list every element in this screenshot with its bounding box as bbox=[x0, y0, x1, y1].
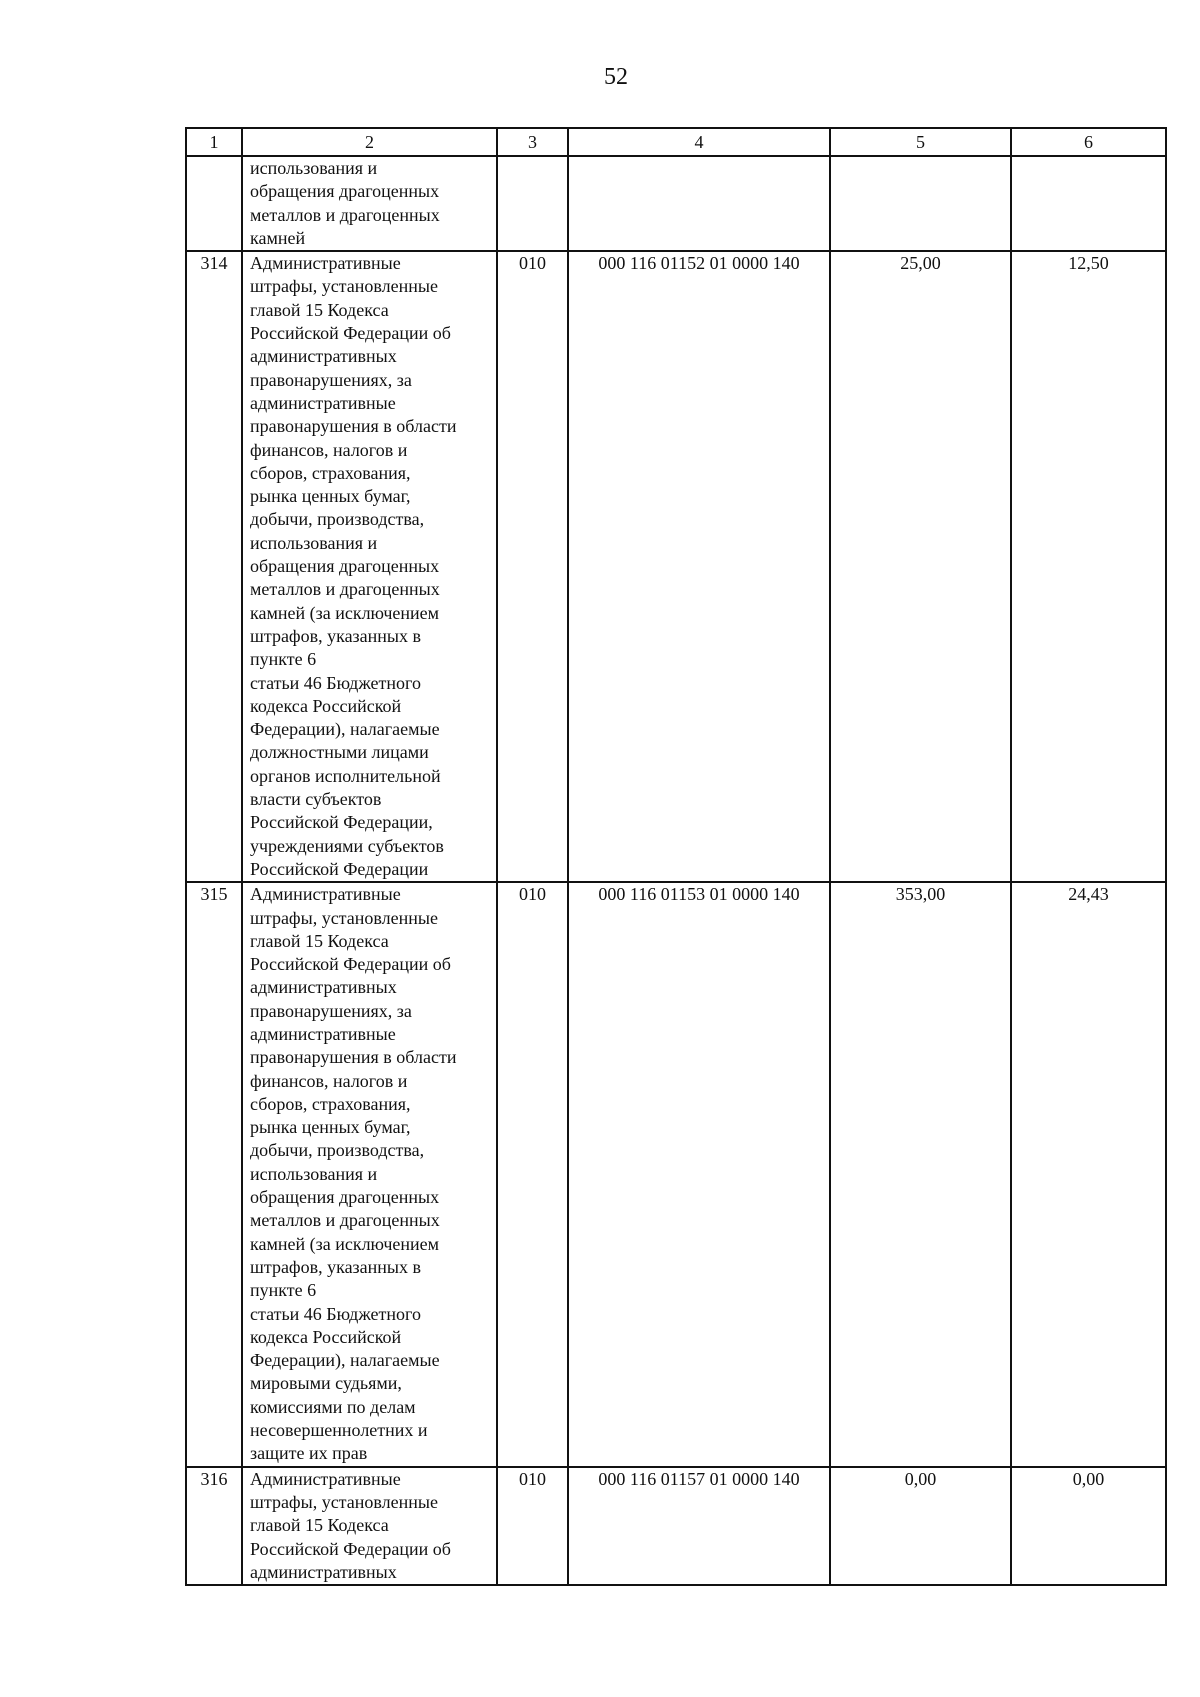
column-header-1: 1 bbox=[186, 128, 242, 156]
row-number-cell: 314 bbox=[186, 251, 242, 882]
amount-col6-cell: 12,50 bbox=[1011, 251, 1166, 882]
column-header-3: 3 bbox=[497, 128, 568, 156]
amount-col6-cell bbox=[1011, 156, 1166, 251]
kbk-cell: 000 116 01153 01 0000 140 bbox=[568, 882, 830, 1466]
column-header-4: 4 bbox=[568, 128, 830, 156]
code-cell: 010 bbox=[497, 882, 568, 1466]
code-cell: 010 bbox=[497, 251, 568, 882]
description-cell: использования и обращения драгоценных металлов и драгоценных камней bbox=[242, 156, 497, 251]
code-cell bbox=[497, 156, 568, 251]
description-cell: Административные штрафы, установленные главой 15 Кодекса Российской Федерации об административных правонарушениях, за административные правонарушения в области финансов, налогов и сборов, страхования, рынка ценных бумаг, добычи, производства, использования и обращения драгоценных металлов и драгоценных камней (за исключением штрафов, указанных в пункте 6 статьи 46 Бюджетного кодекса Российской Федерации), налагаемые должностными лицами органов исполнительной власти субъектов Российской Федерации, учреждениями субъектов Российской Федерации bbox=[242, 251, 497, 882]
kbk-cell bbox=[568, 156, 830, 251]
description-cell: Административные штрафы, установленные главой 15 Кодекса Российской Федерации об административных bbox=[242, 1467, 497, 1585]
amount-col5-cell: 0,00 bbox=[830, 1467, 1011, 1585]
table-row bbox=[186, 1467, 1166, 1585]
column-header-5: 5 bbox=[830, 128, 1011, 156]
amount-col5-cell bbox=[830, 156, 1011, 251]
amount-col5-cell: 353,00 bbox=[830, 882, 1011, 1466]
column-header-2: 2 bbox=[242, 128, 497, 156]
table-row bbox=[186, 156, 1166, 251]
kbk-cell: 000 116 01157 01 0000 140 bbox=[568, 1467, 830, 1585]
amount-col5-cell: 25,00 bbox=[830, 251, 1011, 882]
amount-col6-cell: 24,43 bbox=[1011, 882, 1166, 1466]
row-number-cell: 315 bbox=[186, 882, 242, 1466]
amount-col6-cell: 0,00 bbox=[1011, 1467, 1166, 1585]
column-header-6: 6 bbox=[1011, 128, 1166, 156]
table-row bbox=[186, 251, 1166, 882]
kbk-cell: 000 116 01152 01 0000 140 bbox=[568, 251, 830, 882]
table-header-row bbox=[186, 128, 1166, 156]
row-number-cell bbox=[186, 156, 242, 251]
description-cell: Административные штрафы, установленные главой 15 Кодекса Российской Федерации об административных правонарушениях, за административные правонарушения в области финансов, налогов и сборов, страхования, рынка ценных бумаг, добычи, производства, использования и обращения драгоценных металлов и драгоценных камней (за исключением штрафов, указанных в пункте 6 статьи 46 Бюджетного кодекса Российской Федерации), налагаемые мировыми судьями, комиссиями по делам несовершеннолетних и защите их прав bbox=[242, 882, 497, 1466]
code-cell: 010 bbox=[497, 1467, 568, 1585]
table-row bbox=[186, 882, 1166, 1466]
page-number: 52 bbox=[604, 64, 628, 90]
row-number-cell: 316 bbox=[186, 1467, 242, 1585]
budget-table bbox=[185, 127, 1167, 1586]
